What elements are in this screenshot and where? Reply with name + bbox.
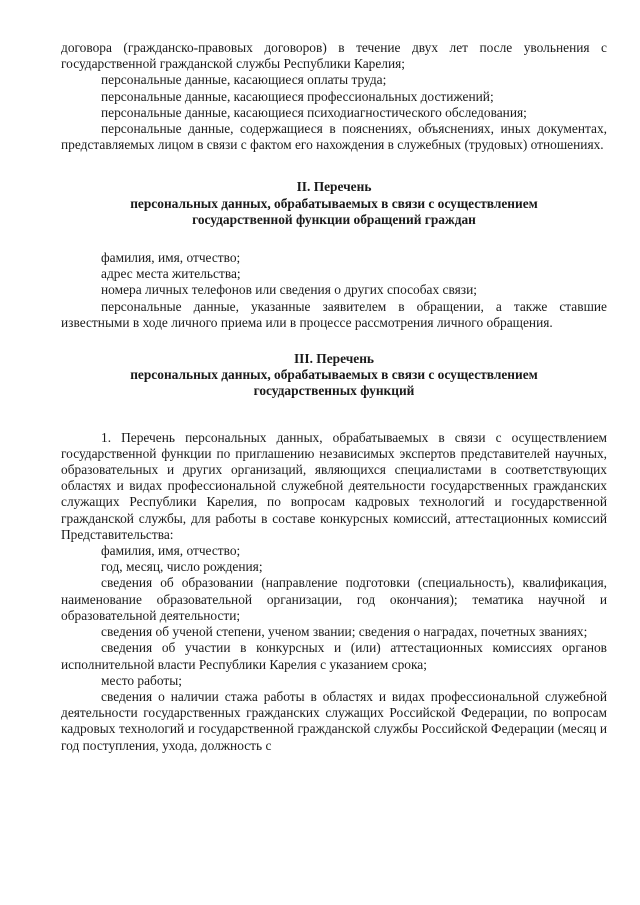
section-2-number: II. Перечень: [296, 179, 372, 195]
list-item: персональные данные, указанные заявителем в обращении, а также ставшие известными в ходе личного приема или в процессе рассмотрения личного обращения.: [61, 298, 607, 330]
continuation-paragraph: договора (гражданско-правовых договоров) в течение двух лет после увольнения с государственной гражданской службы Республики Карелия;: [61, 40, 607, 72]
list-item: персональные данные, содержащиеся в пояснениях, объяснениях, иных документах, представляемых лицом в связи с фактом его нахождения в служебных (трудовых) отношениях.: [61, 121, 607, 153]
list-item: номера личных телефонов или сведения о других способах связи;: [101, 282, 477, 298]
list-item: сведения о наличии стажа работы в областях и видах профессиональной служебной деятельности государственных гражданских служащих Российской Федерации, по вопросам кадровых технологий и государственной гражданской службы Российской Федерации (месяц и год поступления, ухода, должность с: [61, 688, 607, 753]
section-3-title-line: персональных данных, обрабатываемых в связи с осуществлением: [130, 367, 538, 383]
list-item: фамилия, имя, отчество;: [101, 250, 241, 266]
numbered-paragraph: 1. Перечень персональных данных, обрабатываемых в связи с осуществлением государственной функции по приглашению независимых экспертов представителей научных, образовательных и других организаций, являющихся специалистами в соответствующих областях и видах профессиональной служебной деятельности государственных гражданских служащих Республики Карелия, по вопросам кадровых технологий и государственной гражданской службы, для работы в составе конкурсных комиссий, аттестационных комиссий Представительства:: [61, 429, 607, 542]
list-item: год, месяц, число рождения;: [101, 559, 263, 575]
list-item: фамилия, имя, отчество;: [101, 543, 241, 559]
list-item: персональные данные, касающиеся психодиагностического обследования;: [101, 104, 527, 120]
list-item: сведения об ученой степени, ученом звании; сведения о наградах, почетных званиях;: [101, 624, 588, 640]
section-3-heading: [61, 351, 607, 400]
list-item: сведения об образовании (направление подготовки (специальность), квалификация, наименование образовательной организации, год окончания); тематика научной и образовательной деятельности;: [61, 575, 607, 623]
list-item: сведения об участии в конкурсных и (или) аттестационных комиссиях органов исполнительной власти Республики Карелия с указанием срока;: [61, 640, 607, 672]
section-2-body: [61, 250, 607, 331]
list-item: место работы;: [101, 672, 182, 688]
section-2-title-line: персональных данных, обрабатываемых в связи с осуществлением: [130, 195, 538, 211]
list-item: адрес места жительства;: [101, 266, 241, 282]
list-item: персональные данные, касающиеся оплаты труда;: [101, 72, 387, 88]
section-3-number: III. Перечень: [293, 351, 375, 367]
section-2-heading: [61, 179, 607, 228]
section-3-title-line: государственных функций: [253, 383, 415, 399]
section-2-title-line: государственной функции обращений граждан: [192, 211, 476, 227]
section-3-body: [61, 430, 607, 754]
list-item: персональные данные, касающиеся профессиональных достижений;: [101, 88, 494, 104]
top-block: [61, 40, 607, 153]
document-page: [61, 40, 607, 754]
